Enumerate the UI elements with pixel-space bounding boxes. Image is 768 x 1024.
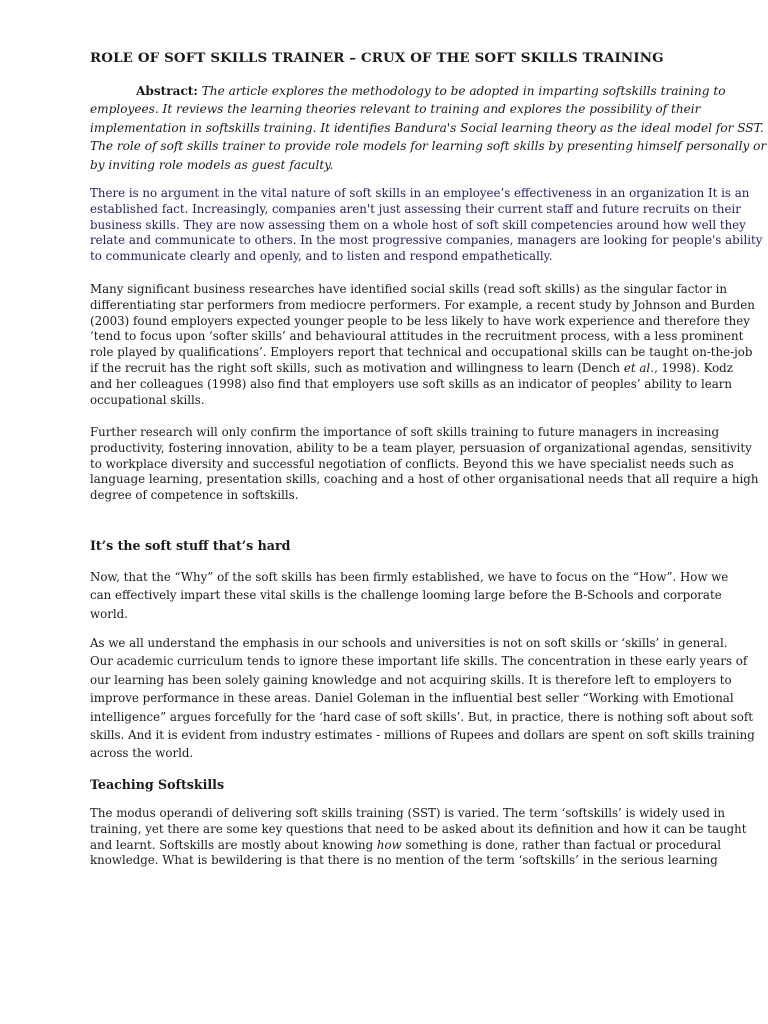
- paragraph-line: [90, 360, 733, 377]
- emphasis-how: how: [376, 837, 402, 852]
- paragraph-line: Our academic curriculum tends to ignore these important life skills. The concentration in these early years of: [90, 654, 748, 669]
- paragraph-line: (2003) found employers expected younger people to be less likely to have work experience and therefore they: [90, 313, 750, 328]
- paragraph-line: improve performance in these areas. Daniel Goleman in the influential best seller “Working with Emotional: [90, 691, 734, 706]
- paragraph-modus-operandi: [90, 806, 747, 869]
- paragraph-line: and her colleagues (1998) also find that employers use soft skills as an indicator of peoples’ ability to learn: [90, 376, 733, 391]
- paragraph-line: ‘tend to focus upon ‘softer skills’ and behavioural attitudes in the recruitment process, with a less prominent: [90, 329, 744, 344]
- paragraph-line: differentiating star performers from mediocre performers. For example, a recent study by Johnson and Burden: [90, 297, 755, 312]
- paragraph-line: [90, 837, 722, 854]
- paragraph-line: As we all understand the emphasis in our schools and universities is not on soft skills or ‘skills’ in general.: [90, 636, 728, 650]
- paragraph-line: role played by qualifications’. Employers report that technical and occupational skills can be taught on-the-job: [90, 345, 753, 360]
- abstract-line: by inviting role models as guest faculty.: [90, 157, 334, 172]
- abstract-line: employees. It reviews the learning theories relevant to training and explores the possibility of their: [90, 102, 701, 117]
- paragraph-why-how: [90, 568, 729, 623]
- section-heading-teaching-softskills: Teaching Softskills: [90, 777, 225, 792]
- paragraph-line: The modus operandi of delivering soft skills training (SST) is varied. The term ‘softskills’ is widely used in: [90, 806, 726, 820]
- paragraph-line: our learning has been solely gaining knowledge and not acquiring skills. It is therefore left to employers to: [90, 672, 732, 687]
- paragraph-academic: [90, 634, 755, 763]
- line-segment: 1998). Kodz: [657, 360, 733, 375]
- paragraph-line: to workplace diversity and successful negotiation of conflicts. Beyond this we have specialist needs such as: [90, 456, 734, 471]
- paragraph-line: language learning, presentation skills, coaching and a host of other organisational needs that all require a high: [90, 472, 759, 487]
- abstract-line: implementation in softskills training. It identifies Bandura's Social learning theory as the ideal model for SST.: [90, 120, 764, 135]
- paragraph-line: There is no argument in the vital nature of soft skills in an employee’s effectiveness in an organization It is an: [90, 186, 750, 200]
- paragraph-line: Now, that the “Why” of the soft skills has been firmly established, we have to focus on the “How”. How we: [90, 570, 729, 584]
- abstract: [90, 82, 767, 174]
- paragraph-further-research: [90, 425, 759, 504]
- paragraph-line: relate and communicate to others. In the most progressive companies, managers are looking for people's ability: [90, 233, 763, 248]
- abstract-line: The article explores the methodology to be adopted in imparting softskills training to: [201, 84, 726, 98]
- abstract-line: The role of soft skills trainer to provide role models for learning soft skills by presenting himself personally or: [90, 139, 767, 154]
- paragraph-line: skills. And it is evident from industry estimates - millions of Rupees and dollars are spent on soft skills training: [90, 728, 755, 743]
- paragraph-line: to communicate clearly and openly, and to listen and respond empathetically.: [90, 249, 553, 264]
- paragraph-research: [90, 282, 755, 408]
- citation-etal: et al.,: [623, 360, 658, 375]
- paragraph-line: world.: [90, 606, 128, 621]
- paragraph-line: Further research will only confirm the importance of soft skills training to future managers in increasing: [90, 425, 720, 439]
- paragraph-line: intelligence” argues forcefully for the ‘hard case of soft skills’. But, in practice, there is nothing soft about soft: [90, 709, 753, 724]
- paragraph-line: Many significant business researches have identified social skills (read soft skills) as the singular factor in: [90, 282, 727, 296]
- paragraph-line: knowledge. What is bewildering is that there is no mention of the term ‘softskills’ in the serious learning: [90, 853, 718, 868]
- line-segment: something is done, rather than factual or procedural: [401, 837, 722, 852]
- paragraph-intro: [90, 186, 763, 265]
- paragraph-line: degree of competence in softskills.: [90, 488, 299, 503]
- paragraph-line: training, yet there are some key questions that need to be asked about its definition and how it can be taught: [90, 821, 747, 836]
- paragraph-line: established fact. Increasingly, companies aren't just assessing their current staff and future recruits on their: [90, 201, 741, 216]
- line-segment: if the recruit has the right soft skills, such as motivation and willingness to learn (Dench: [90, 360, 624, 375]
- document-title: ROLE OF SOFT SKILLS TRAINER – CRUX OF THE SOFT SKILLS TRAINING: [90, 50, 664, 66]
- paragraph-line: productivity, fostering innovation, ability to be a team player, persuasion of organizational agendas, sensitivity: [90, 440, 752, 455]
- line-segment: and learnt. Softskills are mostly about knowing: [90, 837, 377, 852]
- abstract-label: Abstract:: [136, 84, 198, 98]
- paragraph-line: can effectively impart these vital skills is the challenge looming large before the B-Schools and corporate: [90, 588, 722, 603]
- paragraph-line: occupational skills.: [90, 392, 205, 407]
- paragraph-line: business skills. They are now assessing them on a whole host of soft skill competencies around how well they: [90, 217, 746, 232]
- paragraph-line: across the world.: [90, 746, 194, 761]
- section-heading-soft-stuff: It’s the soft stuff that’s hard: [90, 538, 291, 553]
